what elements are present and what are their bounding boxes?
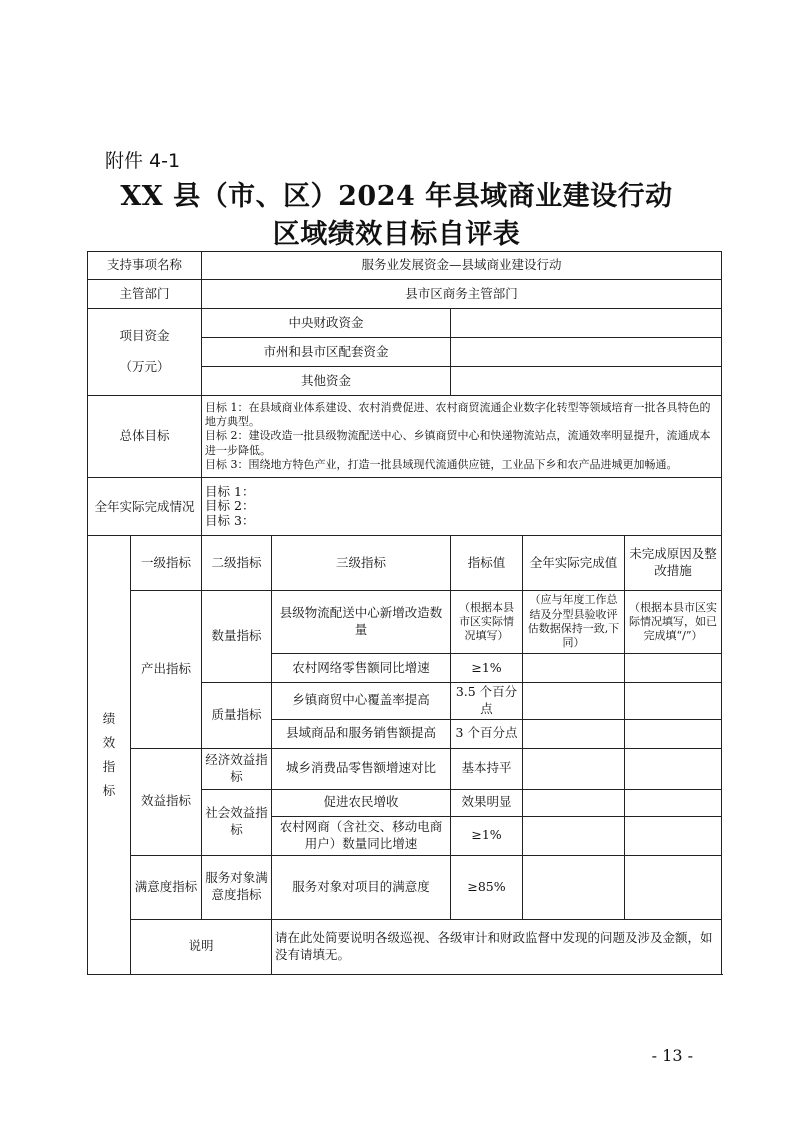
indicator-online-retail-growth: 农村网络零售额同比增速 <box>272 654 451 683</box>
perf-char-4: 标 <box>102 782 116 798</box>
actual-completion-label: 全年实际完成情况 <box>88 478 202 536</box>
header-indicator-value: 指标值 <box>451 536 523 591</box>
indicator-logistics-centers-actual: （应与年度工作总结及分型县验收评估数据保持一致,下同） <box>523 591 625 654</box>
satisfaction-indicators: 满意度指标 <box>131 855 202 919</box>
indicator-county-sales-value: 3 个百分点 <box>451 719 523 748</box>
indicator-online-retail-growth-actual <box>523 654 625 683</box>
document-title-line-1: XX 县（市、区）2024 年县域商业建设行动 <box>120 181 673 212</box>
indicator-online-retail-growth-value: ≥1% <box>451 654 523 683</box>
actual-goal-3: 目标 3： <box>205 512 255 528</box>
quality-indicators: 质量指标 <box>202 683 272 749</box>
page-number: - 13 - <box>651 1046 693 1065</box>
indicator-online-retail-growth-reason <box>625 654 722 683</box>
indicator-county-sales-reason <box>625 719 722 748</box>
actual-completion-content <box>202 478 722 536</box>
project-funds-label <box>88 309 202 396</box>
indicator-town-center-coverage: 乡镇商贸中心覆盖率提高 <box>272 683 451 720</box>
indicator-service-satisfaction-actual <box>523 855 625 919</box>
indicator-service-satisfaction-value: ≥85% <box>451 855 523 919</box>
actual-goal-2: 目标 2： <box>205 498 255 514</box>
benefit-indicators: 效益指标 <box>131 748 202 855</box>
project-funds-label-line-1: 项目资金 <box>119 328 170 344</box>
indicator-consumer-retail-growth-value: 基本持平 <box>451 748 523 789</box>
indicator-county-sales: 县域商品和服务销售额提高 <box>272 719 451 748</box>
actual-goal-1: 目标 1： <box>205 483 255 499</box>
indicator-town-center-coverage-actual <box>523 683 625 720</box>
perf-char-2: 效 <box>102 735 116 751</box>
overall-goal-content <box>202 396 722 478</box>
indicator-service-satisfaction-reason <box>625 855 722 919</box>
header-level-2: 二级指标 <box>202 536 272 591</box>
central-fund-value <box>451 309 722 338</box>
department-value: 县市区商务主管部门 <box>202 280 722 309</box>
indicator-consumer-retail-growth-actual <box>523 748 625 789</box>
indicator-online-merchants-growth-reason <box>625 816 722 855</box>
central-fund-label: 中央财政资金 <box>202 309 451 338</box>
overall-goal-label: 总体目标 <box>88 396 202 478</box>
support-item-label: 支持事项名称 <box>88 252 202 280</box>
local-fund-value <box>451 338 722 367</box>
perf-char-3: 指 <box>102 758 116 774</box>
service-satisfaction-indicators: 服务对象满意度指标 <box>202 855 272 919</box>
header-level-3: 三级指标 <box>272 536 451 591</box>
indicator-town-center-coverage-reason <box>625 683 722 720</box>
performance-indicators-label <box>88 536 131 975</box>
indicator-consumer-retail-growth: 城乡消费品零售额增速对比 <box>272 748 451 789</box>
department-label: 主管部门 <box>88 280 202 309</box>
indicator-county-sales-actual <box>523 719 625 748</box>
local-fund-label: 市州和县市区配套资金 <box>202 338 451 367</box>
indicator-town-center-coverage-value: 3.5 个百分点 <box>451 683 523 720</box>
note-label: 说明 <box>131 919 272 974</box>
economic-benefit-indicators: 经济效益指标 <box>202 748 272 789</box>
overall-goal-3: 目标 3：围绕地方特色产业，打造一批县域现代流通供应链，工业品下乡和农产品进城更加畅通。 <box>205 457 678 471</box>
header-actual-value: 全年实际完成值 <box>523 536 625 591</box>
indicator-service-satisfaction: 服务对象对项目的满意度 <box>272 855 451 919</box>
self-evaluation-table <box>87 251 722 975</box>
indicator-logistics-centers-value: （根据本县市区实际情况填写） <box>451 591 523 654</box>
indicator-online-merchants-growth-actual <box>523 816 625 855</box>
indicator-farmer-income-actual <box>523 789 625 816</box>
indicator-online-merchants-growth: 农村网商（含社交、移动电商用户）数量同比增速 <box>272 816 451 855</box>
output-indicators: 产出指标 <box>131 591 202 749</box>
header-reason: 未完成原因及整改措施 <box>625 536 722 591</box>
attachment-label: 附件 4-1 <box>105 150 181 172</box>
project-funds-label-line-2: （万元） <box>119 359 170 374</box>
overall-goal-1: 目标 1：在县域商业体系建设、农村消费促进、农村商贸流通企业数字化转型等领域培育一批各具特色的地方典型。 <box>205 400 711 429</box>
indicator-farmer-income-reason <box>625 789 722 816</box>
header-level-1: 一级指标 <box>131 536 202 591</box>
indicator-logistics-centers-reason: （根据本县市区实际情况填写，如已完成填“/”） <box>625 591 722 654</box>
document-title-line-2: 区域绩效目标自评表 <box>272 219 521 250</box>
indicator-farmer-income: 促进农民增收 <box>272 789 451 816</box>
social-benefit-indicators: 社会效益指标 <box>202 789 272 855</box>
overall-goal-2: 目标 2：建设改造一批县级物流配送中心、乡镇商贸中心和快递物流站点，流通效率明显提升，流通成本进一步降低。 <box>205 429 711 457</box>
quantity-indicators: 数量指标 <box>202 591 272 683</box>
indicator-online-merchants-growth-value: ≥1% <box>451 816 523 855</box>
support-item-value: 服务业发展资金—县域商业建设行动 <box>202 252 722 280</box>
perf-char-1: 绩 <box>102 711 116 727</box>
indicator-consumer-retail-growth-reason <box>625 748 722 789</box>
note-text: 请在此处简要说明各级巡视、各级审计和财政监督中发现的问题及涉及金额，如没有请填无。 <box>272 919 722 974</box>
other-fund-value <box>451 367 722 396</box>
indicator-farmer-income-value: 效果明显 <box>451 789 523 816</box>
indicator-logistics-centers: 县级物流配送中心新增改造数量 <box>272 591 451 654</box>
other-fund-label: 其他资金 <box>202 367 451 396</box>
